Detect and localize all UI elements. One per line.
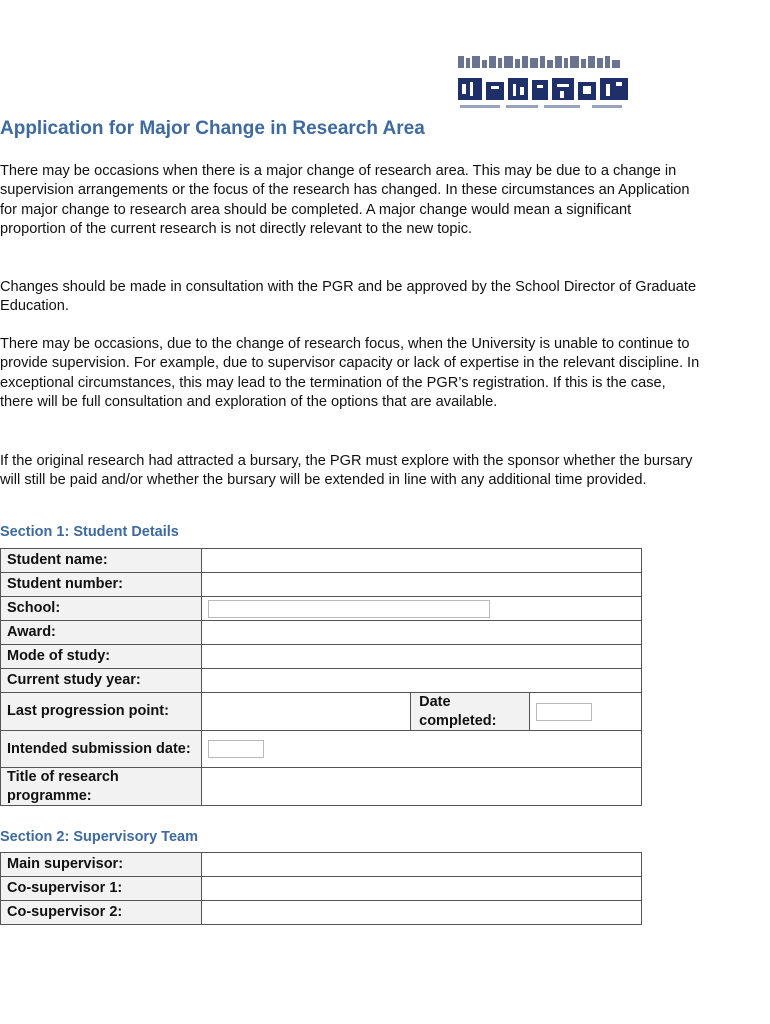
award-field[interactable]: [201, 621, 641, 645]
section-2-heading: Section 2: Supervisory Team: [0, 829, 198, 845]
page-title: Application for Major Change in Research Area: [0, 118, 425, 139]
title-of-research-programme-field[interactable]: [201, 768, 641, 806]
table-row: [1, 901, 642, 925]
section-1-heading: Section 1: Student Details: [0, 524, 179, 540]
student-name-field[interactable]: [201, 549, 641, 573]
table-row: [1, 693, 642, 731]
table-row: [1, 645, 642, 669]
intended-submission-date-label: Intended submission date:: [1, 731, 202, 768]
table-row: [1, 573, 642, 597]
table-row: [1, 853, 642, 877]
table-row: [1, 621, 642, 645]
main-supervisor-label: Main supervisor:: [1, 853, 202, 877]
student-details-table: [0, 548, 642, 806]
co-supervisor-1-label: Co-supervisor 1:: [1, 877, 202, 901]
current-study-year-field[interactable]: [201, 669, 641, 693]
intro-paragraph-2: Changes should be made in consultation with the PGR and be approved by the School Director of Graduate Education.: [0, 279, 697, 315]
school-input[interactable]: [208, 600, 490, 618]
intended-submission-date-input[interactable]: [208, 740, 264, 758]
date-completed-label: Date completed:: [411, 693, 530, 731]
university-logo: [456, 52, 632, 114]
mode-of-study-field[interactable]: [201, 645, 641, 669]
last-progression-point-label: Last progression point:: [1, 693, 202, 731]
table-row: [1, 549, 642, 573]
mode-of-study-label: Mode of study:: [1, 645, 202, 669]
student-number-field[interactable]: [201, 573, 641, 597]
intro-paragraph-3: There may be occasions, due to the change of research focus, when the University is unable to continue to provide supervision. For example, due to supervisor capacity or lack of expertise in the relevant discipline. In exceptional circumstances, this may lead to the termination of the PGR’s registration. If this is the case, there will be full consultation and exploration of the options that are available.: [0, 336, 700, 411]
co-supervisor-2-field[interactable]: [201, 901, 641, 925]
table-row: [1, 597, 642, 621]
date-completed-input[interactable]: [536, 703, 592, 721]
school-label: School:: [1, 597, 202, 621]
intro-paragraph-4: If the original research had attracted a bursary, the PGR must explore with the sponsor whether the bursary will still be paid and/or whether the bursary will be extended in line with any additional time provided.: [0, 453, 693, 489]
table-row: [1, 669, 642, 693]
table-row: [1, 731, 642, 768]
supervisory-team-table: [0, 852, 642, 925]
current-study-year-label: Current study year:: [1, 669, 202, 693]
award-label: Award:: [1, 621, 202, 645]
student-number-label: Student number:: [1, 573, 202, 597]
last-progression-point-field[interactable]: [201, 693, 411, 731]
co-supervisor-2-label: Co-supervisor 2:: [1, 901, 202, 925]
co-supervisor-1-field[interactable]: [201, 877, 641, 901]
table-row: [1, 768, 642, 806]
student-name-label: Student name:: [1, 549, 202, 573]
main-supervisor-field[interactable]: [201, 853, 641, 877]
title-of-research-programme-label: Title of research programme:: [1, 768, 202, 806]
table-row: [1, 877, 642, 901]
intro-paragraph-1: There may be occasions when there is a major change of research area. This may be due to a change in supervision arrangements or the focus of the research has changed. In these circumstances an Application for major change to research area should be completed. A major change would mean a significant proportion of the current research is not directly relevant to the new topic.: [0, 163, 690, 238]
